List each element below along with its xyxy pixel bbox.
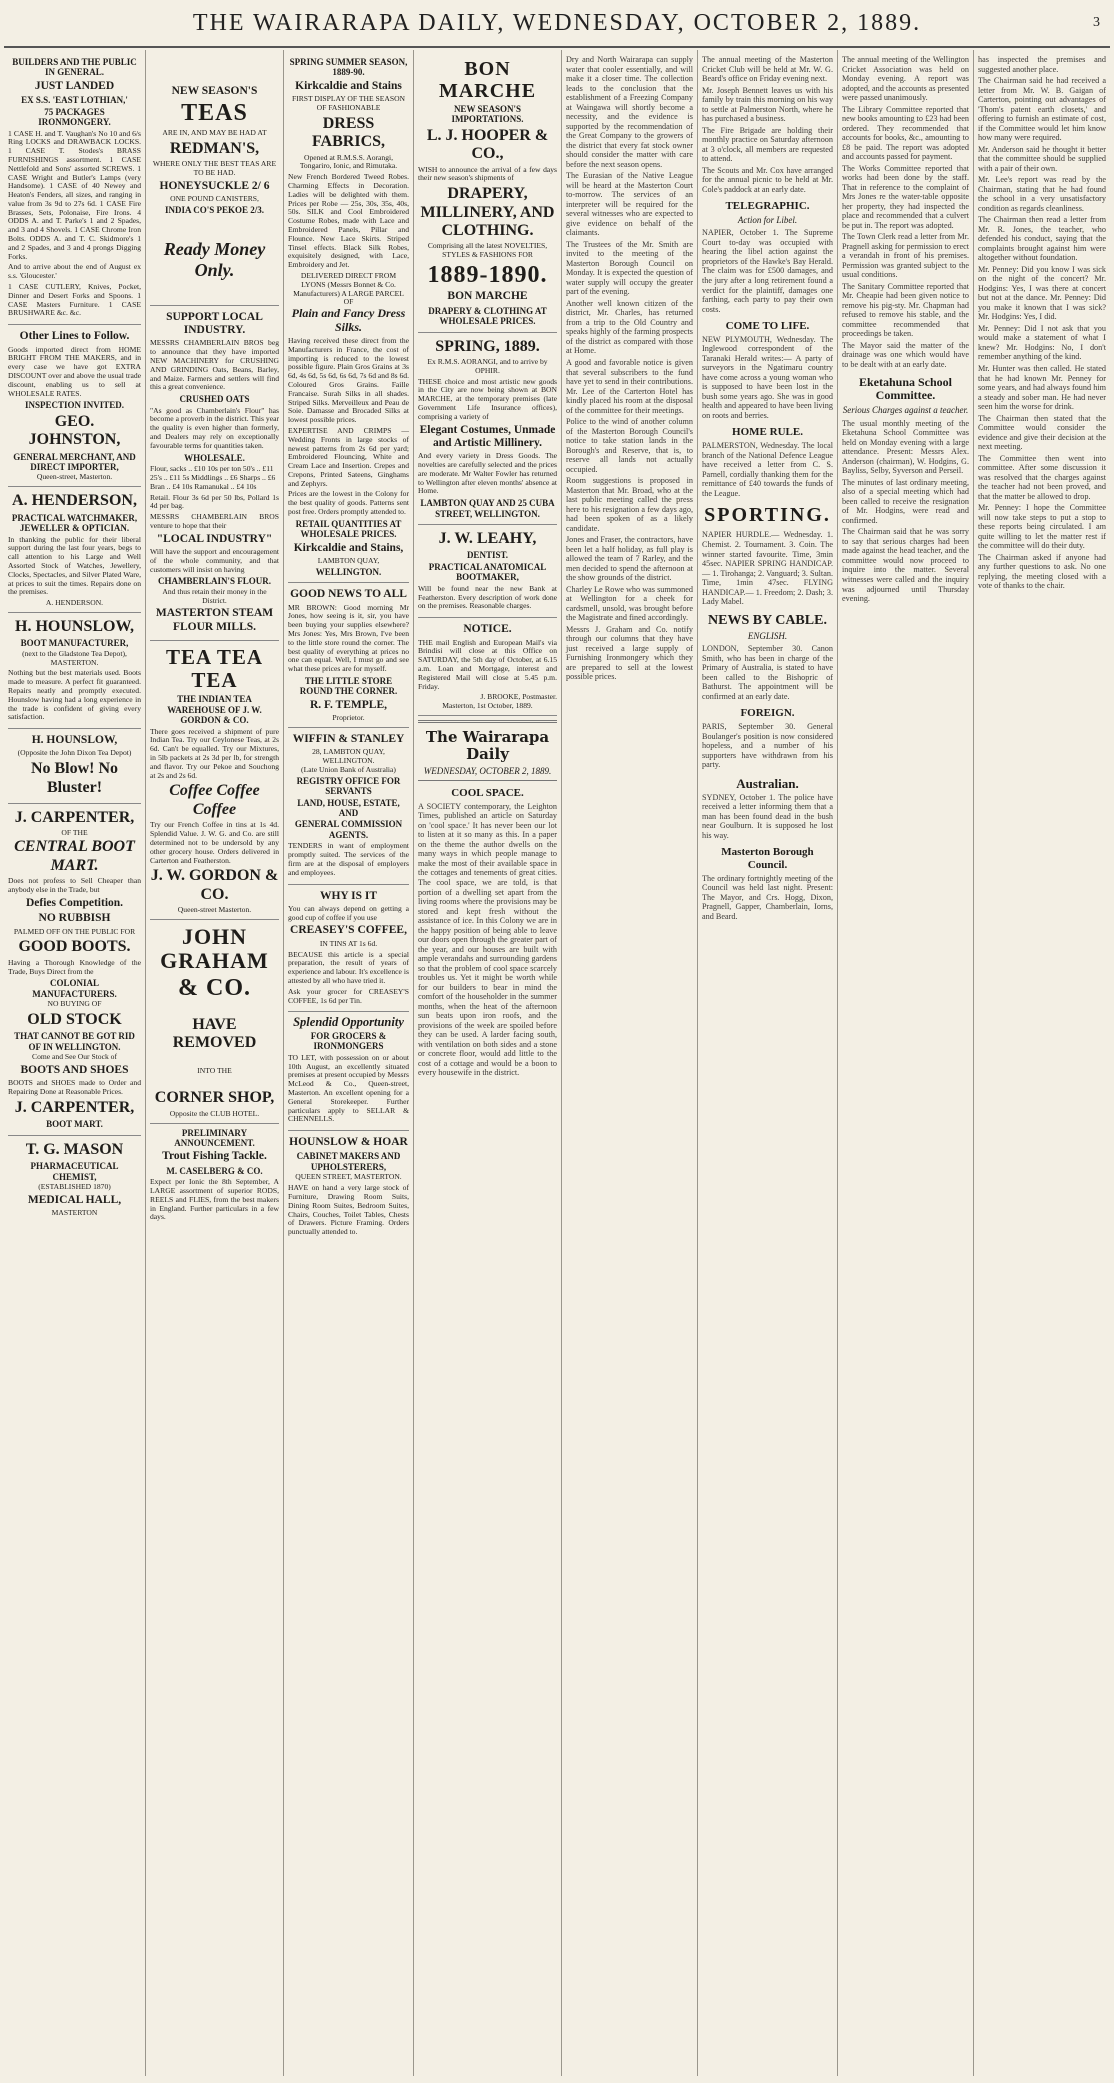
news-paragraph: The Fire Brigade are holding their monthly practice on Saturday afternoon at 3 o'clock, all members are requested to attend. — [702, 125, 833, 164]
news-paragraph: NEW PLYMOUTH, Wednesday. The Inglewood correspondent of the Taranaki Herald writes:— A party of surveyors in the Ngatimaru country have come across a young woman who is supposed to have been lost in the bush some years ago. She was in good health and appeared to have been living on roots and berries. — [702, 334, 833, 420]
ad-name: A. HENDERSON, — [12, 492, 137, 510]
news-paragraph: The Mayor said the matter of the drainage was one which would have to be dealt with at an early date. — [842, 340, 969, 369]
ad-dress-fabrics: DRESS FABRICS, — [311, 114, 386, 151]
ad-title: Proprietor. — [332, 713, 365, 723]
ad-slogan: No Blow! No Bluster! — [30, 760, 119, 796]
news-paragraph: The annual meeting of the Masterton Cricket Club will be held at Mr. W. G. Beard's office on Friday evening next. — [702, 55, 833, 84]
issue-date: WEDNESDAY, OCTOBER 2, 1889. — [423, 765, 552, 776]
ad-honeysuckle: HONEYSUCKLE 2/ 6 — [159, 179, 270, 192]
ad-name: H. HOUNSLOW, — [31, 734, 118, 747]
ad-tins: IN TINS AT 1s 6d. — [319, 938, 378, 948]
ad-notice: And thus retain their money in the District. — [162, 586, 267, 605]
ad-date: Masterton, 1st October, 1889. — [442, 701, 533, 711]
news-paragraph: The Works Committee reported that works had been done by the staff. That in reference to the complaint of Mrs Jones re the water-table opposite her property, they had inspected the place and recommended that a culvert be put in. The report was adopted. — [842, 163, 969, 230]
ad-kirkcaldie — [288, 53, 409, 583]
ad-sub: FOR GROCERS & IRONMONGERS — [310, 1030, 387, 1052]
news-paragraph: The usual monthly meeting of the Eketahuna School Committee was held on Monday evening with a large attendance. Present: Messrs Alex. Anderson (chairman), W. Hodgins, G. Bayliss, Selby, Syverson and Perseil. — [842, 418, 969, 476]
ad-ship: EX S.S. 'EAST LOTHIAN,' — [21, 95, 128, 106]
section-heading: NEWS BY CABLE. — [708, 612, 827, 628]
ad-addr: THE LITTLE STORE ROUND THE CORNER. — [299, 676, 398, 697]
ad-manufacturers: COLONIAL MANUFACTURERS. — [32, 978, 117, 999]
news-paragraph: has inspected the premises and suggested another place. — [978, 55, 1106, 74]
ad-coffee: Coffee Coffee Coffee — [169, 782, 260, 818]
ad-invite: INSPECTION INVITED. — [24, 400, 125, 411]
section-heading: FOREIGN. — [740, 707, 795, 720]
ad-johnston — [8, 325, 141, 487]
ad-registry: REGISTRY OFFICE FOR SERVANTS — [296, 775, 401, 797]
ad-title: GENERAL MERCHANT, AND DIRECT IMPORTER, — [13, 451, 136, 473]
ad-pekoe: INDIA CO'S PEKOE 2/3. — [164, 204, 265, 215]
news-paragraph: The annual meeting of the Wellington Cricket Association was held on Monday evening. A report was adopted, and the accounts as presented were passed unanimously. — [842, 55, 969, 103]
ad-text: Does not profess to Sell Cheaper than anybody else in the Trade, but — [8, 876, 141, 895]
ad-heading: PRELIMINARY ANNOUNCEMENT. — [174, 1127, 255, 1148]
ad-into: INTO THE — [197, 1065, 232, 1075]
news-paragraph: The Chairman asked if anyone had any further questions to ask. No one replying, the meeting closed with a vote of thanks to the chair. — [978, 552, 1106, 591]
section-heading-sporting: SPORTING. — [704, 504, 831, 527]
ad-mill: MASTERTON STEAM FLOUR MILLS. — [155, 607, 274, 633]
ad-carpenter — [8, 804, 141, 1136]
ad-sub: (Late Union Bank of Australia) — [301, 764, 396, 774]
news-paragraph: Dry and North Wairarapa can supply water that cooler essentially, and will make it a closer time. The collection leads to the conclusion that the establishment of a Freezing Company at Waingawa will shortly become a necessity, and the evidence is supported by the recommendation of the Great Company to the growers of the district that every fat stock owner should consider the matter with care before the next season opens. — [566, 55, 693, 169]
ad-goods: DRAPERY, MILLINERY, AND CLOTHING. — [420, 185, 555, 240]
ad-text-2: Having a Thorough Knowledge of the Trade, Buys Direct from the — [8, 957, 141, 976]
section-heading: COME TO LIFE. — [725, 320, 810, 333]
ad-mason — [8, 1136, 141, 1222]
ad-name: J. W. GORDON & CO. — [150, 867, 279, 903]
ad-wiffin — [288, 728, 409, 885]
ad-text-2: Having received these direct from the Manufacturers in France, the cost of importing is reduced to the lowest possible figure. Plain Gros Grains at 3s 6d, 4s 6d, 5s 6d, 6s 6d, 7s 6d and 8s 6d. Coloured Gros Grains. Faille Francaise. Surah Silks in all shades. Striped Silks. Merveilleux and Peau de Soie. Damasse and Brocaded Silks at lowest possible prices. — [288, 335, 409, 425]
ad-addr: QUEEN STREET, MASTERTON. — [295, 1172, 402, 1182]
news-paragraph: Messrs J. Graham and Co. notify through our columns that they have just received a large supply of Furnishing Ironmongery which they are prepared to sell at the lowest possible prices. — [566, 624, 693, 682]
column-2 — [146, 50, 284, 2076]
ad-address: LAMBTON QUAY AND 25 CUBA STREET, WELLINGTON. — [420, 498, 555, 519]
ad-sub: CABINET MAKERS AND UPHOLSTERERS, — [296, 1151, 401, 1172]
ad-retail: Retail. Flour 3s 6d per 50 lbs, Pollard 1s 4d per bag. — [150, 492, 279, 511]
ad-heading: Splendid Opportunity — [293, 1015, 404, 1030]
ad-name: HOUNSLOW & HOAR — [289, 1136, 408, 1149]
news-paragraph: Room suggestions is proposed in Masterton that Mr. Broad, who at the last public meeting called the press here to his resignation a few days ago, had been spoken of as a likely candidate. — [566, 476, 693, 533]
section-subheading: Action for Libel. — [737, 214, 798, 225]
ad-sub: ARE IN, AND MAY BE HAD AT — [162, 127, 267, 137]
ad-heading: SUPPORT LOCAL INDUSTRY. — [166, 310, 263, 337]
ad-flour: CHAMBERLAIN'S FLOUR. — [157, 576, 271, 587]
ad-hall: MEDICAL HALL, — [27, 1193, 122, 1206]
ad-heading: BUILDERS AND THE PUBLIC IN GENERAL. — [12, 57, 137, 78]
news-paragraph: LONDON, September 30. Canon Smith, who has been in charge of the Primary of Australia, is stated to have been called to the Bishopric of Bathurst. The appointment will be confirmed at an early date. — [702, 644, 833, 701]
section-heading: TELEGRAPHIC. — [725, 200, 810, 213]
ad-hounslow — [8, 613, 141, 729]
ad-teas: TEAS — [181, 100, 248, 127]
news-paragraph: Another well known citizen of the district, Mr. Charles, has returned from a trip to the Old Country and speaks highly of the farming prospects of the district as compared with those at Home. — [566, 298, 693, 356]
ad-graham — [150, 920, 279, 1124]
news-paragraph: The Committee then went into committee. After some discussion it was resolved that the charges against the teacher had not been proved, and that the matter be allowed to drop. — [978, 453, 1106, 501]
ad-corner-shop: CORNER SHOP, — [154, 1089, 275, 1107]
ad-sub: NEW SEASON'S IMPORTATIONS. — [451, 104, 524, 125]
ad-coffee-text: Try our French Coffee in tins at 1s 4d. Splendid Value. J. W. G. and Co. are still determined not to be undersold by any other grocery house. Orders delivered in Carterton and Featherston. — [150, 820, 279, 865]
ad-name: L. J. HOOPER & CO., — [426, 126, 549, 163]
ad-line: 75 PACKAGES IRONMONGERY. — [38, 106, 111, 128]
news-paragraph: SYDNEY, October 1. The police have received a letter informing them that a man has been found dead in the bush near Goulburn. It is supposed he lost his way. — [702, 792, 833, 840]
ad-text: MESSRS CHAMBERLAIN BROS beg to announce that they have imported NEW MACHINERY for CRUSHING AND GRINDING Oats, Beans, Barley, and Maize. Farmers and settlers will find this a great convenience. — [150, 338, 279, 392]
ad-crushed-oats: CRUSHED OATS — [179, 394, 250, 405]
news-paragraph: The Chairman then stated that the Committee would consider the evidence and give their decision at the next meeting. — [978, 413, 1106, 452]
ad-address: (Opposite the John Dixon Tea Depot) — [17, 748, 132, 758]
ad-spring — [418, 333, 557, 525]
ad-town: MASTERTON — [51, 1208, 98, 1218]
ad-title-2: BOOT MART. — [46, 1119, 103, 1130]
ad-sub: PRACTICAL ANATOMICAL BOOTMAKER, — [428, 561, 547, 583]
ad-text: TENDERS in want of employment promptly suited. The services of the firm are at the disposal of employers and employees. — [288, 841, 409, 877]
news-paragraph: Mr. Penney: Did you know I was sick on the night of the concert? Mr. Hodgins: Yes, I was there at concert but not at the dance. Mr. Penney: Did you make it known that I was sick? Mr. Hodgins: Yes, I did. — [978, 264, 1106, 322]
ad-text: MR BROWN: Good morning Mr Jones, how seeing is it, sir, you have been buying your supplies elsewhere? Mrs Jones: Yes, Mrs Brown, I've been to the little store round the corner. The best quality of everything at prices no one can equal. Well, I must go and see what these prices are for myself. — [288, 602, 409, 674]
news-paragraph: PALMERSTON, Wednesday. The local branch of the National Defence League have received a letter from C. S. Parnell, cordially thanking them for the remittance of £40 towards the funds of the League. — [702, 441, 833, 498]
ad-elegant: Elegant Costumes, Unmade and Artistic Millinery. — [419, 423, 556, 449]
ad-opportunity — [288, 1012, 409, 1131]
ad-no-rubbish: NO RUBBISH — [38, 912, 111, 925]
ad-chamberlain — [150, 306, 279, 641]
ad-price: Ask your grocer for CREASEY'S COFFEE, 1s 6d per Tin. — [288, 986, 409, 1005]
ad-notice — [418, 618, 557, 716]
ad-name-2: Kirkcaldie and Stains, — [293, 541, 404, 554]
ad-lyons: DELIVERED DIRECT FROM LYONS (Messrs Bonnet & Co. Manufacturers) A LARGE PARCEL OF — [293, 270, 404, 307]
ad-canisters: ONE POUND CANISTERS, — [170, 193, 259, 203]
ad-boots-shoes: BOOTS AND SHOES — [20, 1064, 129, 1077]
ad-text: THESE choice and most artistic new goods in the City are now being shown at BON MARCHE, at the temporary premises (late Government Life Insurance offices), comprising a variety of — [418, 376, 557, 421]
news-paragraph: Mr. Penney: Did I not ask that you would make a statement of what I knew? Mr. Hodgins: No, I don't remember anything of the kind. — [978, 323, 1106, 362]
ad-addr: 28, LAMBTON QUAY, WELLINGTON. — [312, 747, 385, 766]
ad-bon-marche-2: BON MARCHE — [447, 290, 528, 303]
ad-address: Queen-street, Masterton. — [36, 472, 113, 482]
ad-subheading: JUST LANDED — [34, 79, 115, 92]
news-paragraph: The minutes of last ordinary meeting, also of a special meeting which had been called to receive the resignation of Mr. Hodgins, were read and confirmed. — [842, 477, 969, 525]
ad-temple — [288, 583, 409, 728]
news-paragraph: The Scouts and Mr. Cox have arranged for the annual picnic to be held at Mr. Cole's paddock at an early date. — [702, 165, 833, 194]
column-4 — [414, 50, 562, 2076]
column-8 — [974, 50, 1110, 2076]
ad-heading: SPRING, 1889. — [435, 337, 540, 355]
ad-text: You can always depend on getting a good cup of coffee if you use — [288, 903, 409, 922]
ad-because: BECAUSE this article is a special preparation, the result of years of experience and labour. It's excellence is attested by all who have tried it. — [288, 949, 409, 985]
ad-come: Come and See Our Stock of — [32, 1052, 117, 1062]
leader-article: A SOCIETY contemporary, the Leighton Times, published an article on Saturday on 'cool space.' It has never been our lot to listen at it so many as this. In a paper on the theme the author dwells on the many ways in which people manage to make the most of their available space in the cottages and tenements of great cities. The cool space, we are told, is that portion of a dwelling set apart from the living rooms where the provisions may be stored and kept fresh without the assistance of ice. In this Colony we are in the happy position of being able to leave our doors open through the greater part of the year, and our houses are built with ample verandahs and surrounding gardens so that the problem of cool space scarcely troubles us. Yet it might be worth while for our builders to bear in mind the comfort of the householder in the summer months, when the heat of the afternoon sun beats upon iron roofs, and the provisions of the week are spoiled before they can be used. A larder facing south, with ventilation on both sides and a stone or concrete floor, would add little to the cost of a cottage and would be a boon to every housewife in the district. — [418, 801, 557, 1078]
ad-bon-marche — [418, 53, 557, 333]
masthead-rule — [4, 46, 1110, 48]
ad-signature: A. HENDERSON. — [45, 598, 104, 608]
news-paragraph: The Trustees of the Mr. Smith are invited to the meeting of the Masterton Borough Council on Monday. It is expected the question of water supply will occupy the greater part of the evening. — [566, 239, 693, 297]
column-7 — [838, 50, 974, 2076]
news-paragraph: Mr. Lee's report was read by the Chairman, stating that he had found the school in a very unsatisfactory condition as regards cleanliness. — [978, 175, 1106, 213]
ad-name: WIFFIN & STANLEY — [292, 733, 405, 746]
news-paragraph: NAPIER HURDLE.— Wednesday. 1. Chemist. 2. Tournament. 3. Coin. The winner started favourite. Time, 3min 45sec. NAPIER SPRING HANDICAP.— 1. Tirohanga; 2. Vanguard; 3. Sultan. Time, 1min 47sec. FLYING HANDICAP.— 1. Freedom; 2. Dash; 3. Lady Mabel. — [702, 530, 833, 607]
ad-more: Will have the support and encouragement of the whole community, and that customers will insist on having — [150, 547, 279, 574]
news-paragraph: The Chairman said that he was sorry to say that serious charges had been made against the head teacher, and the committee would now proceed to inquire into the matter. Several witnesses were called and the inquiry was adjourned until Thursday evening. — [842, 527, 969, 604]
newspaper-nameplate: The Wairarapa Daily — [425, 727, 550, 764]
news-paragraph: NAPIER, October 1. The Supreme Court to-day was occupied with hearing the libel action against the proprietors of the Hawke's Bay Herald. The claim was for £500 damages, and the jury after a long retirement found a verdict for the plaintiff, damages one farthing, each party to pay their own costs. — [702, 228, 833, 314]
ad-title: BOOT MANUFACTURER, — [20, 638, 129, 649]
ad-name: J. CARPENTER, — [14, 809, 135, 826]
ad-year: 1889-1890. — [427, 262, 548, 289]
ad-shop: CENTRAL BOOT MART. — [14, 838, 135, 874]
news-paragraph: Mr. Joseph Bennett leaves us with his family by train this morning on his way to settle at Palmerston North, where he has purchased a business. — [702, 85, 833, 124]
ad-title: DENTIST. — [466, 550, 509, 561]
news-paragraph: A good and favorable notice is given that several subscribers to the fund have yet to send in their contributions. Mr. Lee of the Carterton Hotel has kindly placed his room at the disposal of the committee for their meetings. — [566, 357, 693, 415]
section-rule — [418, 720, 557, 723]
ad-name: H. HOUNSLOW, — [15, 617, 134, 635]
section-heading: Eketahuna School Committee. — [858, 374, 953, 403]
news-paragraph: Mr. Anderson said he thought it better that the committee should be supplied with a pair of their own. — [978, 144, 1106, 173]
ad-retail: RETAIL QUANTITIES AT WHOLESALE PRICES. — [295, 518, 402, 540]
ad-commission: GENERAL COMMISSION AGENTS. — [294, 819, 403, 840]
ad-trout: Trout Fishing Tackle. — [162, 1150, 267, 1163]
ad-note: "As good as Chamberlain's Flour" has become a proverb in the district. This year the quality is even higher than formerly, and Dealers may rely on exceptionally favourable terms for quantities taken. — [150, 405, 279, 450]
ad-sizes: BOOTS and SHOES made to Order and Repairing Done at Reasonable Prices. — [8, 1078, 141, 1097]
news-paragraph: Police to the wind of another column of the Masterton Borough Council's notice to take station lands in the Borough's and Reserve, that is, to reserve all lands not actually occupied. — [566, 417, 693, 474]
ad-text: TO LET, with possession on or about 10th August, an excellently situated premises at present occupied by Messrs McLeod & Co., Queen-street, Masterton. An excellent opening for a General Storekeeper. Further particulars apply to SELLAR & CHENNELLS. — [288, 1052, 409, 1124]
section-heading: Australian. — [736, 775, 799, 791]
news-paragraph: Jones and Fraser, the contractors, have been let a half holiday, as full play is allowed the team of 7 Rarley, and the men decided to spend the afternoon at the show grounds of the district. — [566, 535, 693, 583]
ad-land: LAND, HOUSE, ESTATE, AND — [297, 797, 400, 819]
section-subheading: ENGLISH. — [747, 630, 788, 641]
news-paragraph: The Town Clerk read a letter from Mr. Pragnell asking for permission to erect a verandah in front of his premises. Permission was granted subject to the usual conditions. — [842, 232, 969, 280]
ad-title: PRACTICAL WATCHMAKER, JEWELLER & OPTICIAN. — [11, 512, 138, 534]
ad-address: (next to the Gladstone Tea Depot), MASTERTON. — [22, 648, 127, 667]
ad-name-co: & CO. — [178, 975, 251, 1002]
ad-text-4: Prices are the lowest in the Colony for the best quality of goods. Patterns sent post free. Orders promptly attended to. — [288, 489, 409, 517]
news-paragraph: The Library Committee reported that new books amounting to £23 had been ordered. They recommended that accounts for books, &c., amounting to £8 be paid. The report was adopted and accounts passed for payment. — [842, 104, 969, 162]
ad-name: M. CASELBERG & CO. — [166, 1165, 263, 1176]
ad-competition: Defies Competition. — [25, 896, 124, 909]
ad-prices: Flour, sacks .. £10 10s per ton 50's .. £11 25's .. £11 5s Middlings .. £6 Sharps .. £6 Bran .. £4 10s Ramanukal .. £4 10s — [150, 464, 276, 491]
ad-hounslow-hoar — [288, 1131, 409, 1243]
ad-palmed: PALMED OFF ON THE PUBLIC FOR — [13, 926, 136, 936]
ad-of: OF THE — [61, 828, 88, 838]
ad-sub: THE INDIAN TEA WAREHOUSE OF J. W. GORDON & CO. — [167, 694, 262, 726]
ad-text: In thanking the public for their liberal support during the last four years, begs to call attention to his Large and Well Assorted Stock of Watches, Jewellery, Clocks, Spectacles, and Silver Plated Ware, at prices to suit the times. Repairs done on the premises. — [8, 534, 141, 597]
news-paragraph: The Chairman said he had received a letter from Mr. W. B. Gaigan of Carterton, pointing out advantages of 'Thom's patent earth closets,' and offering to furnish an estimate of cost, if the Committee would let him know how many were required. — [978, 76, 1106, 143]
leader-heading: COOL SPACE. — [451, 787, 524, 800]
ad-signature: J. BROOKE, Postmaster. — [480, 692, 557, 702]
ad-that: THAT CANNOT BE GOT RID OF IN WELLINGTON. — [14, 1031, 135, 1052]
ad-prices-heading: WHOLESALE. — [184, 452, 245, 463]
ad-items-more: 1 CASE CUTLERY, Knives, Pocket, Dinner and Desert Forks and Spoons. 1 CASE Masters Furniture. 1 CASE BRUSHWARE &c. &c. — [8, 282, 141, 318]
ad-text: HAVE on hand a very large stock of Furniture, Drawing Room Suits, Dining Room Suites, Bedroom Suites, Chairs, Couches, Toilet Tables, Chests of Drawers. Picture Framing. Orders punctually attended to. — [288, 1183, 409, 1237]
ad-ready-money: Ready Money Only. — [163, 239, 266, 280]
ad-name: J. W. LEAHY, — [438, 530, 537, 548]
ad-name: Kirkcaldie and Stains — [295, 79, 402, 92]
ad-name: JOHN GRAHAM — [160, 924, 269, 974]
ad-address: Queen-street Masterton. — [177, 905, 252, 915]
ad-text: THE mail English and European Mail's via Brindisi will close at this Office on SATURDAY, the 5th day of October, at 6.15 a.m. Loan and Mortgage, interest and Registered Mail will close at 5.45 p.m. Friday. — [418, 637, 557, 691]
ad-shop: REDMAN'S, — [169, 139, 260, 157]
ad-text-2: MESSRS CHAMBERLAIN BROS venture to hope that their — [150, 512, 279, 530]
ad-leahy — [418, 525, 557, 618]
ad-creasey — [288, 885, 409, 1013]
ad-items: 1 CASE H. and T. Vaughan's No 10 and 6/s Ring LOCKS and DRAWBACK LOCKS. 1 CASE T. Stodes's BRASS FURNISHINGS assortment. 1 CASE Nettlefold and Sons' assorted SCREWS. 1 CASE Wright and Butler's Lamps (very Handsome). 1 CASE of 40 Newey and Heaton's Fenders, all sizes, and ranging in value from 3s 9d to 27s 6d. 1 CASE Fire Brasses, Sets, Polonaise, Fire Irons. 4 ODDS A. and T. Parke's 1 and 2 Spades, and 3 and 4 Shovels. 1 CASE Chrome Iron Bolts. ODDS A. and T. C. Skidmore's 1 and 2 Spades, and 3 and 4 prongs Digging Forks. — [8, 128, 141, 261]
ad-name-2: J. CARPENTER, — [14, 1098, 135, 1116]
column-5 — [562, 50, 698, 2076]
ad-hounslow-2 — [8, 729, 141, 804]
ad-removed: HAVE REMOVED — [172, 1015, 257, 1052]
ad-heading: SPRING SUMMER SEASON, 1889-90. — [289, 57, 408, 78]
news-paragraph: The Chairman then read a letter from Mr. R. Jones, the teacher, who defended his conduct, saying that the complaints brought against him were altogether without foundation. — [978, 215, 1106, 263]
ad-town: WELLINGTON. — [315, 566, 382, 577]
ad-text: Goods imported direct from HOME BRIGHT FROM THE MAKERS, and in every case we have got EXTRA DISCOUNT over and above the usual trade discount, enabling us to sell at WHOLESALE RATES. — [8, 344, 141, 398]
ad-redman-teas — [150, 53, 279, 306]
ad-good-boots: GOOD BOOTS. — [18, 938, 131, 956]
ad-no-buying: NO BUYING OF — [47, 999, 102, 1009]
ad-name: R. F. TEMPLE, — [309, 698, 387, 711]
ad-tea-tea-tea: TEA TEA TEA — [165, 645, 264, 693]
ad-name: GEO. JOHNSTON, — [28, 412, 121, 449]
ad-heading: NOTICE. — [463, 623, 512, 636]
divider — [418, 780, 557, 781]
ad-heading: WHY IS IT — [319, 889, 378, 902]
ad-caselberg — [150, 1124, 279, 1229]
ad-brand: CREASEY'S COFFEE, — [290, 924, 407, 937]
ad-text: Nothing but the best materials used. Boots made to measure. A perfect fit guaranteed. Repairs neatly and promptly executed. Hounslow having had a long experience in the trade is confident of giving every satisfaction. — [8, 668, 141, 722]
ad-local-industry: "LOCAL INDUSTRY" — [156, 532, 273, 545]
ad-name: T. G. MASON — [25, 1140, 124, 1158]
news-paragraph: The ordinary fortnightly meeting of the Council was held last night. Present: The Mayor, and Crs. Hogg, Dixon, Pragnell, Gapper, Chamberlain, Iorns, and Beard. — [702, 873, 833, 921]
news-paragraph: PARIS, September 30. General Boulanger's position is now considered hopeless, and a number of his supporters have withdrawn from his party. — [702, 722, 833, 770]
ad-text: There goes received a shipment of pure Indian Tea. Try our Ceylonese Teas, at 2s 6d. Can't be equalled. Try our Mixtures, in 5lb packets at 2s 3d per lb, for strength and flavor. Try our Pekoe and Souchong at 2s and 2s 6d. — [150, 726, 279, 780]
column-1 — [4, 50, 146, 2076]
ad-text: WISH to announce the arrival of a few days their new season's shipments of — [418, 164, 557, 183]
section-subheading: Serious Charges against a teacher. — [842, 405, 969, 416]
news-paragraph: The Eurasian of the Native League will be heard at the Masterton Court to-morrow. The services of an interpreter will be required for the several witnesses who are expected to give evidence on behalf of the claimants. — [566, 171, 693, 238]
masthead — [0, 0, 1114, 46]
ad-sub: Ex R.M.S. AORANGI, and to arrive by OPHIR. — [427, 357, 548, 375]
ad-heading: GOOD NEWS TO ALL — [290, 588, 407, 601]
page-number: 3 — [1093, 15, 1100, 30]
ad-henderson — [8, 487, 141, 613]
ad-heading: Other Lines to Follow. — [19, 330, 130, 343]
ad-text: Will be found near the new Bank at Featherston. Every description of work done on the premises. Reasonable charges. — [418, 583, 557, 611]
ad-addr: LAMBTON QUAY, — [317, 556, 380, 566]
section-heading: HOME RULE. — [732, 426, 803, 439]
news-paragraph: The Sanitary Committee reported that Mr. Cheapie had been given notice to remove his pig-sty. Mr. Chapman had refused to remove his stable, and the committee recommended that proceedings be taken. — [842, 281, 969, 339]
ad-silks: Plain and Fancy Dress Silks. — [291, 306, 406, 335]
ad-heading: BON MARCHE — [438, 58, 537, 102]
ad-opposite: Opposite the CLUB HOTEL. — [169, 1108, 260, 1118]
ad-sub: FIRST DISPLAY OF THE SEASON OF FASHIONABLE — [291, 94, 406, 112]
column-6 — [698, 50, 838, 2076]
ad-text: Expect per Ionic the 8th September, A LARGE assortment of superior RODS, REELS and FLIES, from the best makers in England. Further particulars in a few days. — [150, 1177, 279, 1222]
ad-more: And every variety in Dress Goods. The novelties are carefully selected and the prices are moderate. Mr Walter Fowler has returned to Wellington after eleven months' absence at Home. — [418, 451, 557, 496]
column-3 — [284, 50, 414, 2076]
ad-tail: DRAPERY & CLOTHING AT WHOLESALE PRICES. — [428, 305, 547, 327]
ad-gordon-tea — [150, 641, 279, 920]
ad-old-stock: OLD STOCK — [27, 1010, 122, 1028]
ad-heading: NEW SEASON'S — [171, 85, 258, 97]
news-paragraph: Charley Le Rowe who was summoned at Wellington for a cheek for cardsmell, unsold, was brought before the Magistrate and fined accordingly. — [566, 584, 693, 623]
ad-title: PHARMACEUTICAL CHEMIST, — [30, 1161, 119, 1182]
ad-established: (ESTABLISHED 1870) — [38, 1182, 111, 1192]
ad-ironmongery — [8, 53, 141, 325]
ad-where: WHERE ONLY THE BEST TEAS ARE TO BE HAD. — [152, 158, 277, 177]
ad-note: And to arrive about the end of August ex s.s. 'Gloucester.' — [8, 262, 141, 281]
news-paragraph: Mr. Hunter was then called. He stated that he had known Mr. Penney for some years, and had always found him a steady and sober man. He had never seen him the worse for drink. — [978, 363, 1106, 412]
ad-opened: Opened at R.M.S.S. Aorangi, Tongariro, Ionic, and Rimutaka. — [299, 152, 398, 171]
ad-comprising: Comprising all the latest NOVELTIES, STYLES & FASHIONS FOR — [427, 241, 548, 260]
news-paragraph: Mr. Penney: I hope the Committee will now take steps to put a stop to these reports being circulated. I am quite willing to let the matter rest if the committee will do their duty. — [978, 503, 1106, 551]
section-heading: Masterton Borough Council. — [721, 846, 814, 872]
ad-text-3: EXPERTISE AND CRIMPS — Wedding Fronts in large stocks of newest patterns from 2s 6d per yard; Embroidered Flouncing, White and Cream Lace and Insertion. Crepes and Crepons, Printed Sateens, Ginghams and Zephyrs. — [288, 425, 409, 488]
masthead-title: THE WAIRARAPA DAILY, WEDNESDAY, OCTOBER 2, 1889. — [192, 10, 922, 36]
ad-text: New French Bordered Tweed Robes. Charming Effects in Decoration. Ladies will be delighted with them. Prices per Robe — 25s, 30s, 35s, 40s, 50s. SILK and Cool Embroidered Costume Robes, made with Lace and Embroidered Panels, Pillar and Flounce. New Lace Skirts. Striped Tinsel effects. Black Silk Robes, exquisitely designed, with Lace, Embroidery and Jet. — [288, 172, 409, 270]
